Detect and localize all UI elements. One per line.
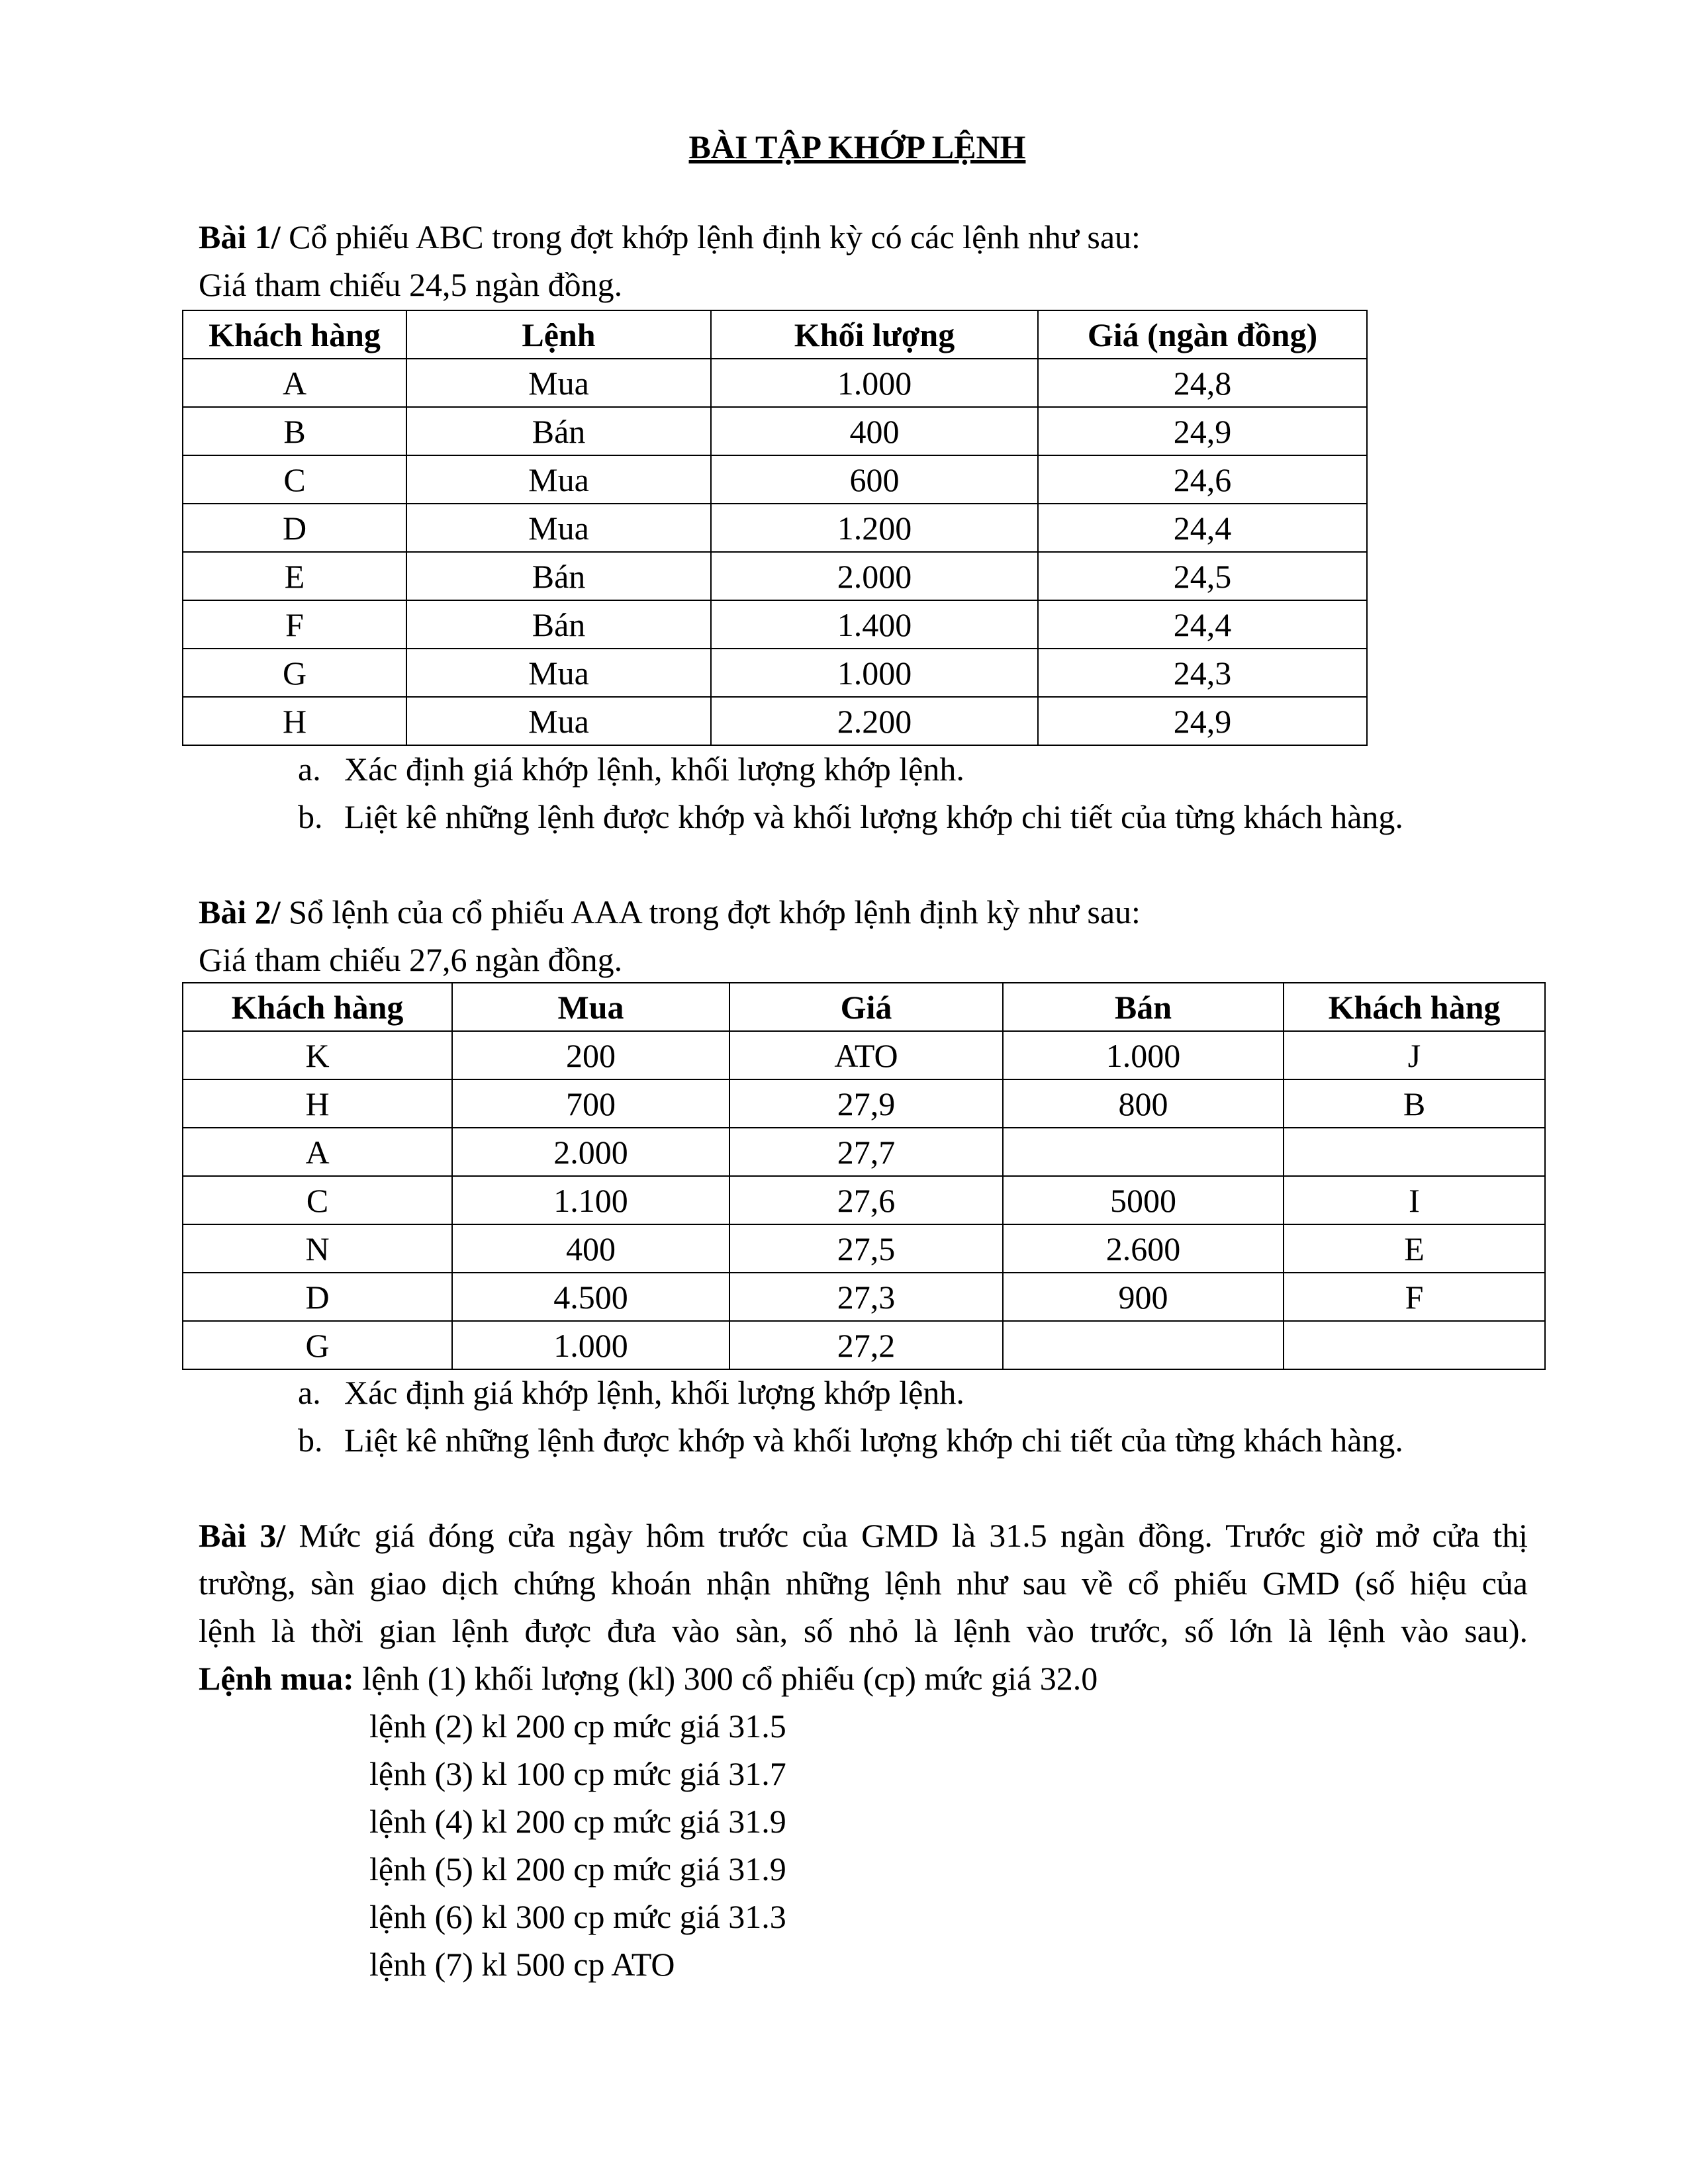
table-cell: E <box>183 552 406 600</box>
table-cell: Mua <box>406 504 711 552</box>
table-cell: H <box>183 697 406 745</box>
table-cell: B <box>183 407 406 455</box>
table-row <box>183 1176 1545 1224</box>
exercise-2-intro-text: Sổ lệnh của cổ phiếu AAA trong đợt khớp lệnh định kỳ như sau: <box>280 893 1141 931</box>
table-row <box>183 1224 1545 1273</box>
table-cell: K <box>183 1031 452 1079</box>
table-row <box>183 1079 1545 1128</box>
table-cell <box>1003 1128 1284 1176</box>
table-cell: Mua <box>406 649 711 697</box>
exercise-3-line-3: lệnh là thời gian lệnh được đưa vào sàn, số nhỏ là lệnh vào trước, số lớn là lệnh vào sau). <box>199 1612 1528 1649</box>
question-text: Liệt kê những lệnh được khớp và khối lượng khớp chi tiết của từng khách hàng. <box>344 798 1403 835</box>
table-cell: 900 <box>1003 1273 1284 1321</box>
table-cell: 600 <box>711 455 1038 504</box>
table-cell: 1.000 <box>452 1321 729 1369</box>
table-cell: ATO <box>729 1031 1003 1079</box>
column-header: Khối lượng <box>711 310 1038 359</box>
table-cell: 24,9 <box>1038 697 1367 745</box>
table-row <box>183 649 1367 697</box>
exercise-1-intro-text: Cổ phiếu ABC trong đợt khớp lệnh định kỳ có các lệnh như sau: <box>280 218 1141 255</box>
table-cell: Mua <box>406 455 711 504</box>
table-cell: F <box>1284 1273 1545 1321</box>
table-cell: 1.000 <box>1003 1031 1284 1079</box>
table-row <box>183 697 1367 745</box>
table-row <box>183 552 1367 600</box>
exercise-1-label: Bài 1/ <box>199 218 281 255</box>
table-cell: 1.400 <box>711 600 1038 649</box>
table-row <box>183 455 1367 504</box>
table-cell: Bán <box>406 552 711 600</box>
table-cell: 24,6 <box>1038 455 1367 504</box>
table-cell: 27,5 <box>729 1224 1003 1273</box>
column-header: Khách hàng <box>183 983 452 1031</box>
buy-order: lệnh (6) kl 300 cp mức giá 31.3 <box>369 1898 786 1935</box>
question-marker: a. <box>298 1374 321 1411</box>
exercise-1-table <box>182 310 1368 746</box>
exercise-3-line-2: trường, sàn giao dịch chứng khoán nhận những lệnh như sau về cổ phiếu GMD (số hiệu của <box>199 1565 1528 1602</box>
buy-orders-list <box>369 1702 786 1988</box>
exercise-3-line-1 <box>199 1512 1528 1559</box>
question-text: Liệt kê những lệnh được khớp và khối lượng khớp chi tiết của từng khách hàng. <box>344 1422 1403 1459</box>
table-cell: H <box>183 1079 452 1128</box>
exercise-1-reference: Giá tham chiếu 24,5 ngàn đồng. <box>199 266 623 303</box>
column-header: Giá <box>729 983 1003 1031</box>
table-header-row <box>183 983 1545 1031</box>
table-cell: 2.200 <box>711 697 1038 745</box>
column-header: Giá (ngàn đồng) <box>1038 310 1367 359</box>
question-marker: b. <box>298 1422 323 1459</box>
exercise-3-label: Bài 3/ <box>199 1517 286 1554</box>
question-marker: a. <box>298 751 321 788</box>
question-text: Xác định giá khớp lệnh, khối lượng khớp lệnh. <box>344 1374 964 1411</box>
buy-order: lệnh (3) kl 100 cp mức giá 31.7 <box>369 1755 786 1792</box>
table-cell: 27,7 <box>729 1128 1003 1176</box>
buy-orders-label: Lệnh mua: <box>199 1660 354 1697</box>
table-cell: 24,3 <box>1038 649 1367 697</box>
table-cell: 1.000 <box>711 359 1038 407</box>
table-row <box>183 504 1367 552</box>
table-row <box>183 600 1367 649</box>
buy-order: lệnh (5) kl 200 cp mức giá 31.9 <box>369 1850 786 1888</box>
table-cell: 400 <box>452 1224 729 1273</box>
exercise-1-intro <box>199 213 1529 308</box>
page-title: BÀI TẬP KHỚP LỆNH <box>688 128 1026 165</box>
buy-order: lệnh (2) kl 200 cp mức giá 31.5 <box>369 1707 786 1745</box>
table-cell: 700 <box>452 1079 729 1128</box>
table-cell: Bán <box>406 407 711 455</box>
table-cell <box>1284 1321 1545 1369</box>
table-cell: D <box>183 504 406 552</box>
table-row <box>183 1031 1545 1079</box>
table-row <box>183 407 1367 455</box>
table-cell: 2.000 <box>452 1128 729 1176</box>
table-cell: 2.000 <box>711 552 1038 600</box>
table-cell: 27,6 <box>729 1176 1003 1224</box>
table-cell: N <box>183 1224 452 1273</box>
table-cell: 24,9 <box>1038 407 1367 455</box>
column-header: Khách hàng <box>183 310 406 359</box>
table-cell: 24,4 <box>1038 600 1367 649</box>
table-cell: 400 <box>711 407 1038 455</box>
exercise-2-reference: Giá tham chiếu 27,6 ngàn đồng. <box>199 941 623 978</box>
buy-order: lệnh (4) kl 200 cp mức giá 31.9 <box>369 1803 786 1840</box>
exercise-2-heading <box>199 888 1529 936</box>
exercise-2-intro <box>199 888 1529 983</box>
table-cell: I <box>1284 1176 1545 1224</box>
table-row <box>183 1321 1545 1369</box>
table-cell: F <box>183 600 406 649</box>
column-header: Lệnh <box>406 310 711 359</box>
table-cell: 24,5 <box>1038 552 1367 600</box>
table-cell: 1.100 <box>452 1176 729 1224</box>
exercise-2-table <box>182 982 1546 1370</box>
table-cell: 2.600 <box>1003 1224 1284 1273</box>
table-cell: Bán <box>406 600 711 649</box>
table-row <box>183 359 1367 407</box>
buy-order: lệnh (7) kl 500 cp ATO <box>369 1946 675 1983</box>
table-cell: B <box>1284 1079 1545 1128</box>
table-cell: 1.000 <box>711 649 1038 697</box>
exercise-3-paragraph <box>199 1512 1528 1702</box>
question-text: Xác định giá khớp lệnh, khối lượng khớp lệnh. <box>344 751 964 788</box>
table-cell: C <box>183 1176 452 1224</box>
table-cell: J <box>1284 1031 1545 1079</box>
table-cell: 800 <box>1003 1079 1284 1128</box>
table-cell: 27,3 <box>729 1273 1003 1321</box>
table-cell: E <box>1284 1224 1545 1273</box>
table-cell <box>1003 1321 1284 1369</box>
exercise-1-heading <box>199 213 1529 261</box>
table-cell: G <box>183 1321 452 1369</box>
table-cell: 27,9 <box>729 1079 1003 1128</box>
table-cell: Mua <box>406 697 711 745</box>
question-marker: b. <box>298 798 323 835</box>
table-cell: 24,4 <box>1038 504 1367 552</box>
table-cell: C <box>183 455 406 504</box>
buy-order-1: lệnh (1) khối lượng (kl) 300 cổ phiếu (cp) mức giá 32.0 <box>353 1660 1098 1697</box>
exercise-2-label: Bài 2/ <box>199 893 281 931</box>
table-cell: G <box>183 649 406 697</box>
table-cell: A <box>183 359 406 407</box>
column-header: Mua <box>452 983 729 1031</box>
table-cell: 27,2 <box>729 1321 1003 1369</box>
table-cell <box>1284 1128 1545 1176</box>
column-header: Bán <box>1003 983 1284 1031</box>
table-cell: A <box>183 1128 452 1176</box>
column-header: Khách hàng <box>1284 983 1545 1031</box>
table-cell: D <box>183 1273 452 1321</box>
buy-orders-line <box>199 1655 1528 1702</box>
table-cell: 4.500 <box>452 1273 729 1321</box>
table-header-row <box>183 310 1367 359</box>
table-row <box>183 1273 1545 1321</box>
exercise-3-line-1-text: Mức giá đóng cửa ngày hôm trước của GMD là 31.5 ngàn đồng. Trước giờ mở cửa thị <box>285 1517 1528 1554</box>
table-cell: 5000 <box>1003 1176 1284 1224</box>
table-row <box>183 1128 1545 1176</box>
table-cell: 1.200 <box>711 504 1038 552</box>
table-cell: 200 <box>452 1031 729 1079</box>
table-cell: Mua <box>406 359 711 407</box>
table-cell: 24,8 <box>1038 359 1367 407</box>
